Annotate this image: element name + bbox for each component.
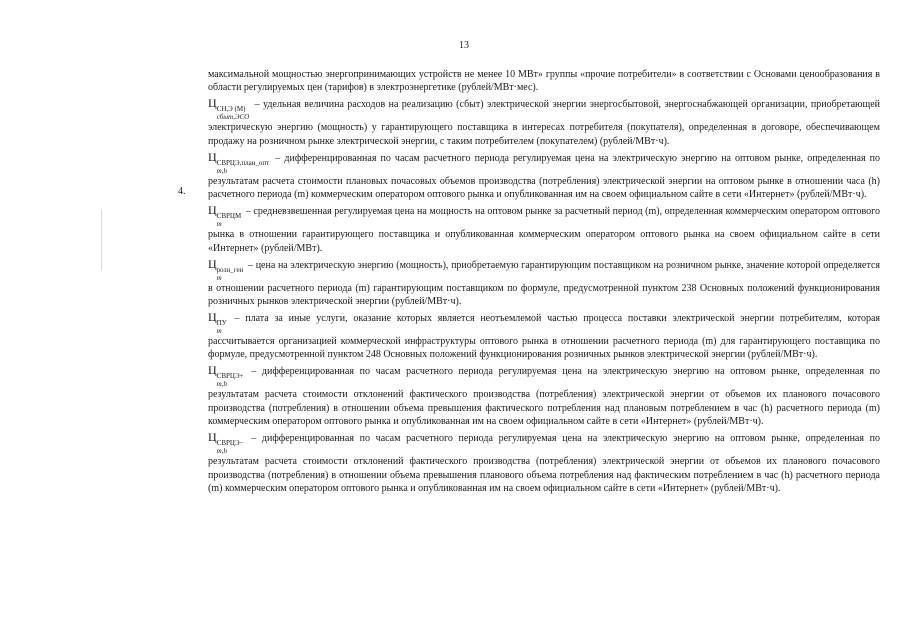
symbol-superscript: СН,Э (М) [216,105,246,114]
formula-symbol [208,363,246,389]
definition-paragraph [208,97,880,148]
symbol-superscript: СВРЦМ [216,212,242,221]
definition-text: – дифференцированная по часам расчетного периода регулируемая цена на электрическую энергию на оптовом рынке, определенная по результатам расчета стоимости плановых почасовых объемов производства (потребления) электрической энергии на оптовом рынке в отношении часа (h) расчетного периода (m) коммерческим оператором оптового рынка и опубликованная им на своем официальном сайте в сети «Интернет» (рублей/МВт·ч). [208,152,880,201]
symbol-base: Ц [208,256,217,271]
symbol-base: Ц [208,96,217,111]
definition-paragraph [208,151,880,202]
definition-text: – удельная величина расходов на реализацию (сбыт) электрической энергии энергосбытовой, энергоснабжающей организации, приобретающей электрическую энергию (мощность) у гарантирующего поставщика в интересах потребителя (покупателя), определенная в договоре, обеспечивающем продажу на розничном рынке электрической энергии, с таким потребителем (покупателем) (рублей/МВт·ч). [208,99,880,147]
paragraph-text: максимальной мощностью энергопринимающих устройств не менее 10 МВт» группы «прочие потребители» в соответствии с Основами ценообразования в области регулируемых цен (тарифов) в электроэнергетике (рублей/МВт·мес). [208,69,880,94]
formula-symbol [208,203,243,229]
definition-paragraph [208,204,880,255]
symbol-superscript: СВРЦЭ,план_опт [216,158,270,167]
formula-symbol [208,256,245,282]
symbol-superscript: ПУ [216,319,227,328]
page-number: 13 [459,40,469,51]
definition-text: – плата за иные услуги, оказание которых является неотъемлемой частью процесса поставки электрической энергии потребителям, которая рассчитывается организацией коммерческой инфраструктуры оптового рынка в отношении расчетного периода (m) для гарантирующего поставщика по формуле, предусмотренной пунктом 248 Основных положений функционирования розничных рынков электрической энергии (рублей/МВт·ч). [208,313,880,361]
paragraph-continuation [208,68,880,95]
item-number: 4. [178,186,186,197]
symbol-subscript: сбыт,ЭСО [216,113,250,122]
symbol-subscript: m [216,220,222,229]
formula-symbol [208,149,271,175]
definition-text: – средневзвешенная регулируемая цена на мощность на оптовом рынке за расчетный период (m), определенная коммерческим оператором оптового рынка в отношении гарантирующего поставщика и опубликованная коммерческим оператором оптового рынка на своем официальном сайте в сети «Интернет» (рублей/МВт). [208,206,880,254]
symbol-superscript: розн_ген [216,265,244,274]
symbol-base: Ц [208,203,217,218]
definition-text: – цена на электрическую энергию (мощность), приобретаемую гарантирующим поставщиком на розничном рынке, значение которой определяется в отношении расчетного периода (m) гарантирующим поставщиком по формуле, предусмотренной пунктом 238 Основных положений функционирования розничных рынков электрической энергии (рублей/МВт·ч). [208,259,880,308]
definition-text: – дифференцированная по часам расчетного периода регулируемая цена на электрическую энергию на оптовом рынке, определенная по результатам расчета стоимости отклонений фактического производства (потребления) электрической энергии от объемов их планового почасового производства (потребления) в отношении объема превышения фактического потребления над плановым потреблением в час (h) расчетного периода (m) коммерческим оператором оптового рынка и опубликованная им на своем официальном сайте в сети «Интернет» (рублей/МВт·ч). [208,366,880,428]
symbol-subscript: m,h [216,166,227,175]
symbol-base: Ц [208,310,217,325]
formula-symbol [208,310,229,336]
definition-text: – дифференцированная по часам расчетного периода регулируемая цена на электрическую энергию на оптовом рынке, определенная по результатам расчета стоимости отклонений фактического производства (потребления) электрической энергии от объемов их планового почасового производства (потребления) в отношении объема превышения планового объема потребления над фактическим потреблением в час (h) расчетного периода (m) коммерческим оператором оптового рынка и опубликованная им на своем официальном сайте в сети «Интернет» (рублей/МВт·ч). [208,433,880,495]
symbol-subscript: m [216,273,222,282]
margin-mark [101,210,102,270]
definition-paragraph [208,258,880,309]
definition-paragraph [208,311,880,362]
symbol-subscript: m,h [216,380,227,389]
definition-paragraph [208,364,880,428]
definition-paragraph [208,431,880,495]
symbol-superscript: СВРЦЭ− [216,439,244,448]
symbol-base: Ц [208,363,217,378]
symbol-base: Ц [208,430,217,445]
symbol-superscript: СВРЦЭ+ [216,372,244,381]
symbol-subscript: m [216,327,222,336]
formula-symbol [208,96,251,122]
document-body [208,68,880,498]
formula-symbol [208,430,246,456]
symbol-subscript: m,h [216,447,227,456]
symbol-base: Ц [208,149,217,164]
